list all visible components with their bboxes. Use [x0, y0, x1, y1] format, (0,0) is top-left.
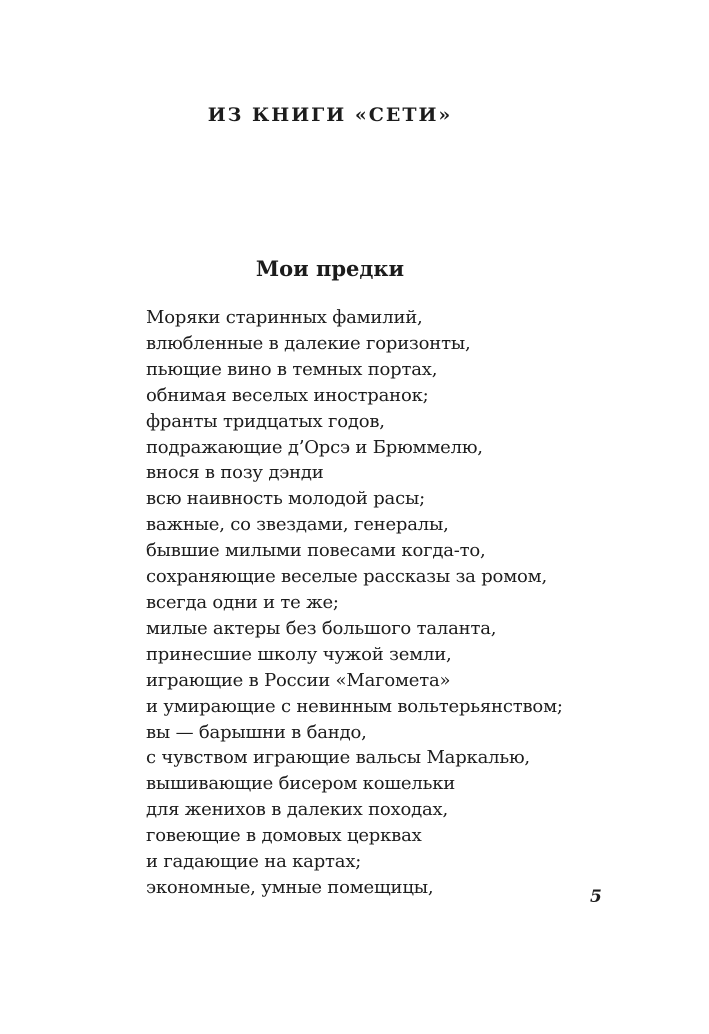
poem-line: экономные, умные помещицы, — [146, 876, 434, 898]
poem-line: подражающие д’Орсэ и Брюммелю, — [146, 436, 483, 458]
poem-line: всю наивность молодой расы; — [146, 488, 425, 510]
poem-line: вы — барышни в бандо, — [146, 721, 367, 743]
poem-line: с чувством играющие вальсы Маркалью, — [146, 747, 530, 769]
poem-line: играющие в России «Магомета» — [146, 669, 451, 691]
poem-line: всегда одни и те же; — [146, 591, 339, 613]
poem-text — [146, 305, 616, 901]
poem-line: милые актеры без большого таланта, — [146, 617, 497, 639]
poem-line: и гадающие на картах; — [146, 851, 362, 873]
poem-line: принесшие школу чужой земли, — [146, 643, 452, 665]
poem-line: влюбленные в далекие горизонты, — [146, 332, 471, 354]
poem-line: говеющие в домовых церквах — [146, 825, 422, 847]
poem-line: и умирающие с невинным вольтерьянством; — [146, 695, 563, 717]
poem-line: бывшие милыми повесами когда-то, — [146, 540, 486, 562]
poem-line: обнимая веселых иностранок; — [146, 384, 429, 406]
poem-line: внося в позу дэнди — [146, 462, 324, 484]
page-number: 5 — [590, 887, 602, 907]
poem-title: Мои предки — [255, 256, 405, 281]
poem-line: для женихов в далеких походах, — [146, 799, 449, 821]
poem-line: Моряки старинных фамилий, — [146, 307, 423, 328]
poem-line: вышивающие бисером кошельки — [146, 773, 456, 795]
poem-line: франты тридцатых годов, — [146, 410, 385, 432]
poem-line: важные, со звездами, генералы, — [146, 514, 449, 536]
section-title: ИЗ КНИГИ «СЕТИ» — [207, 104, 453, 126]
poem-line: пьющие вино в темных портах, — [146, 358, 438, 380]
poem-line: сохраняющие веселые рассказы за ромом, — [146, 566, 547, 588]
